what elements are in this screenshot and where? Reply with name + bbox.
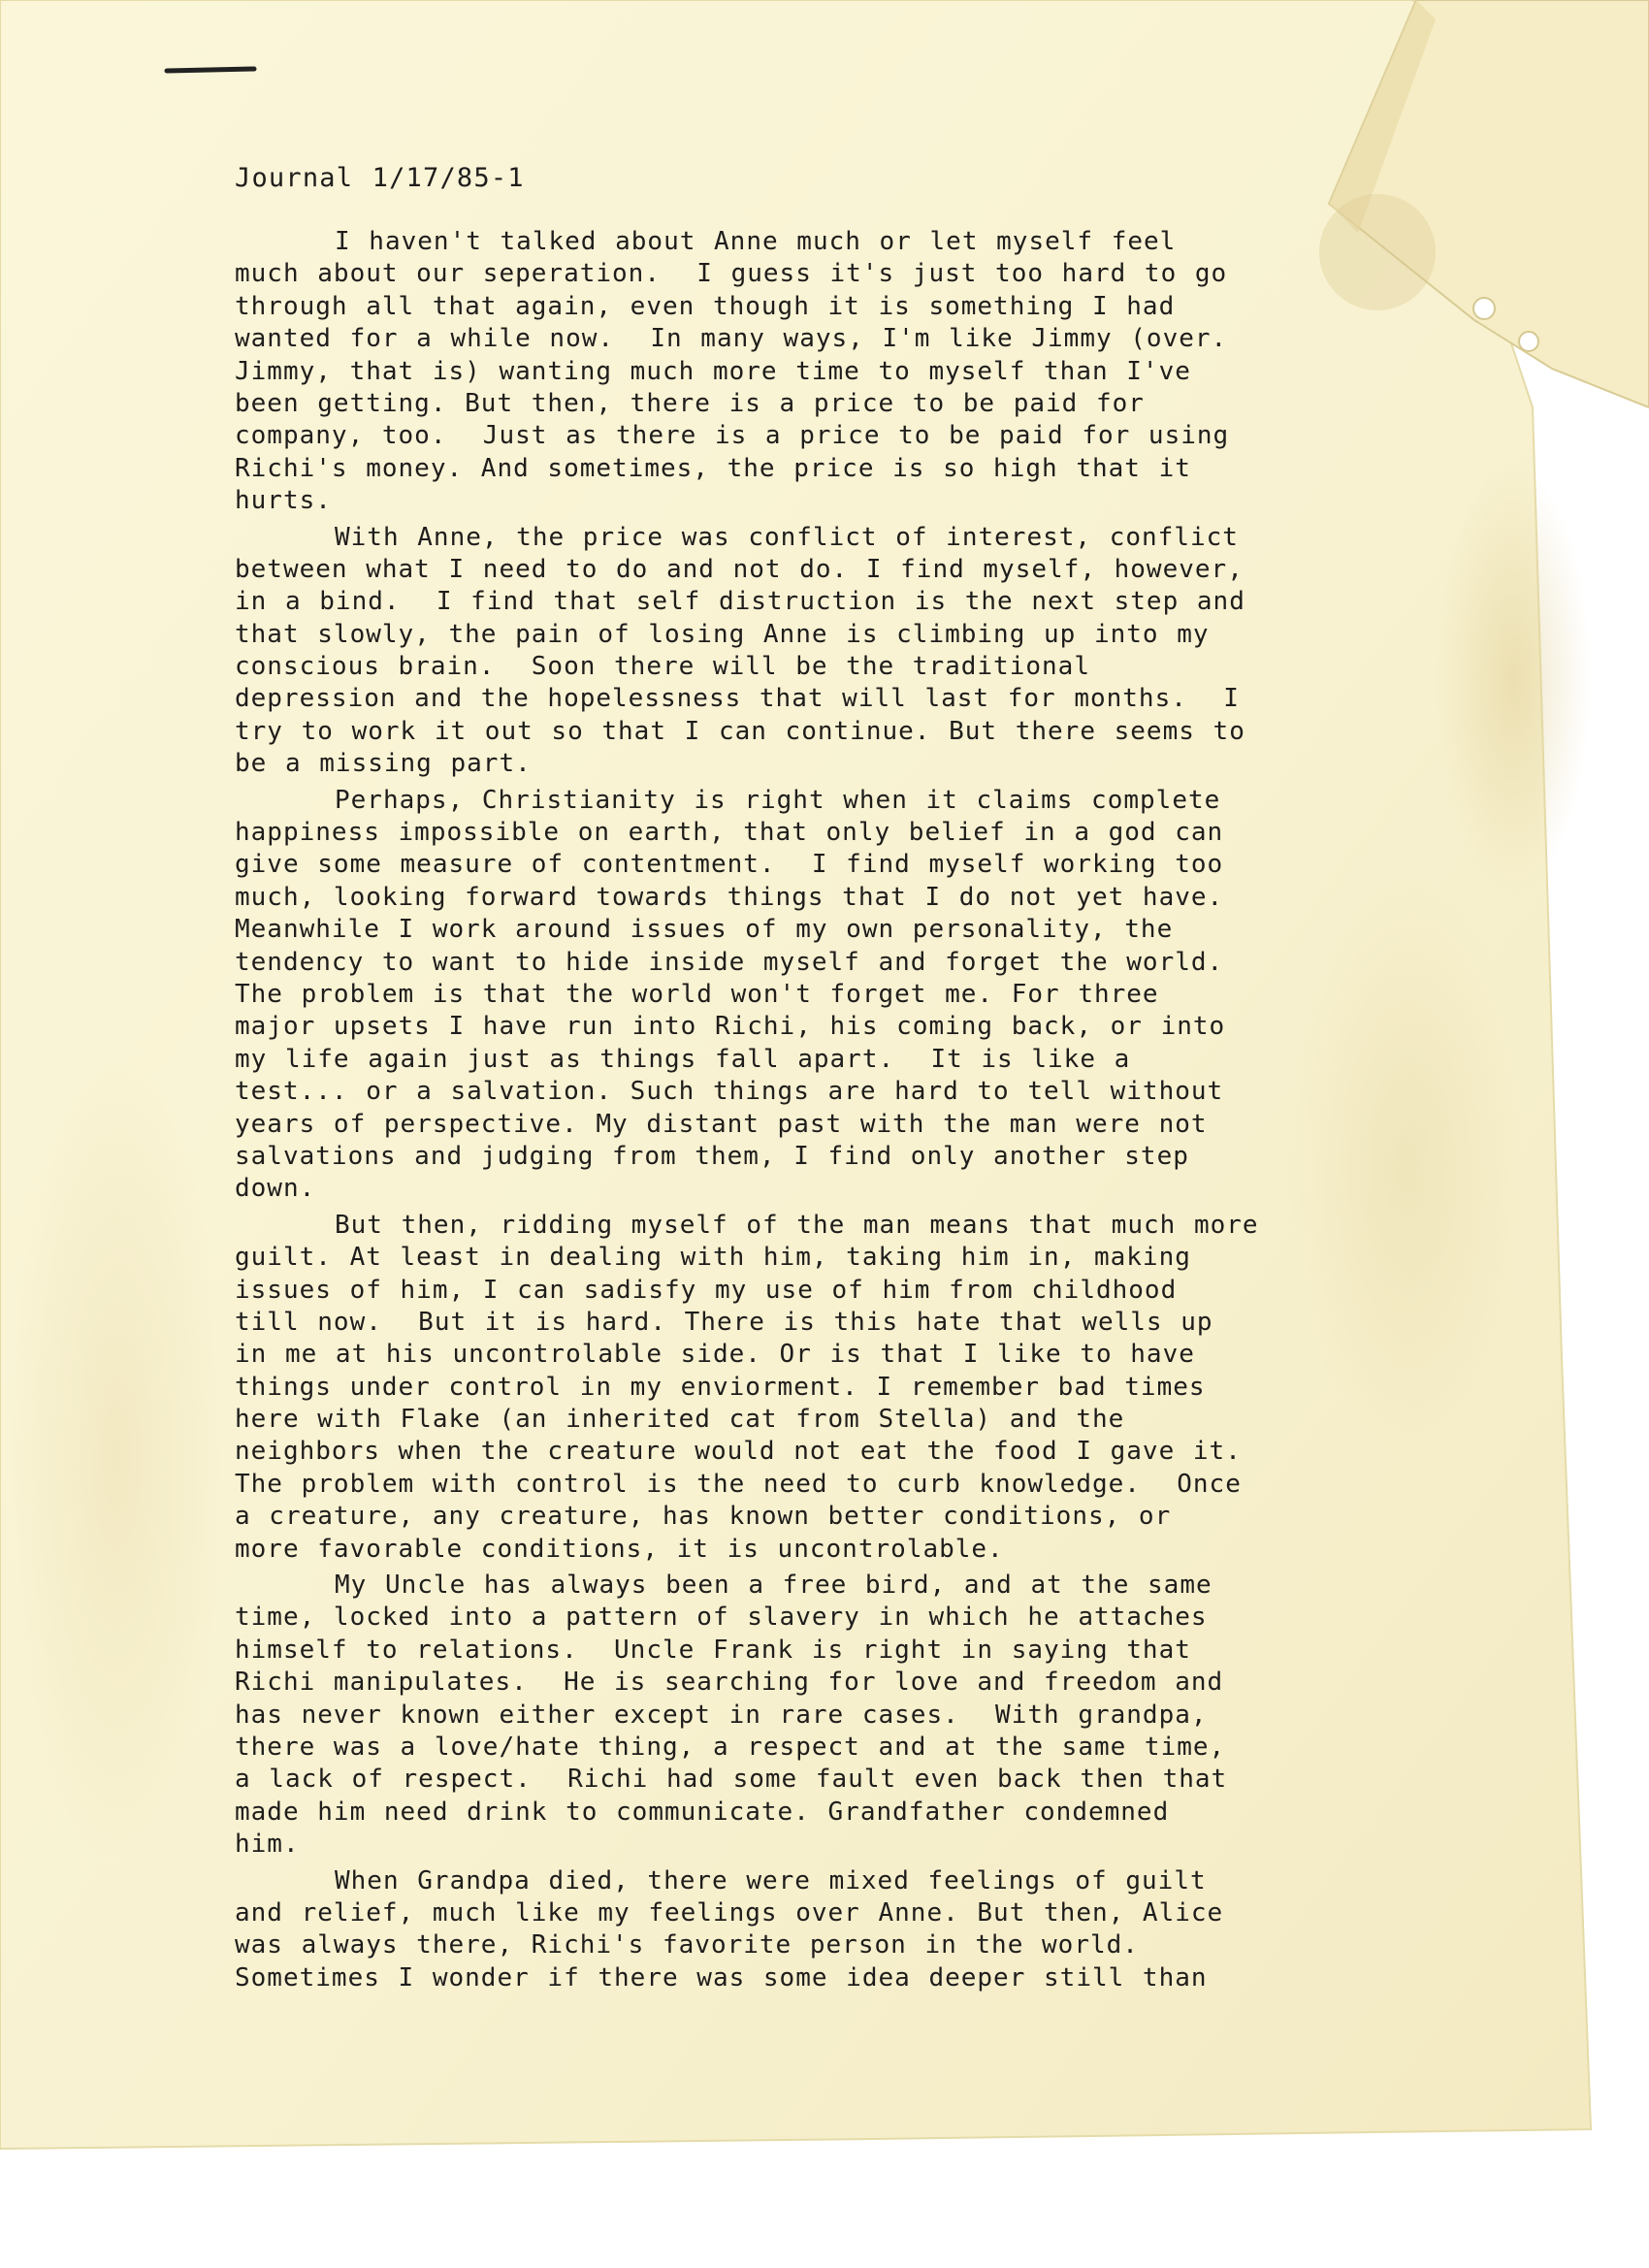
text-line: Richi manipulates. He is searching for love and freedom and bbox=[235, 1668, 1224, 1698]
journal-body bbox=[235, 226, 1457, 1994]
paragraph bbox=[235, 1210, 1457, 1566]
text-line: him. bbox=[235, 1830, 300, 1860]
text-line: test... or a salvation. Such things are hard to tell without bbox=[235, 1077, 1224, 1107]
journal-text bbox=[235, 163, 1457, 1998]
text-line: much about our seperation. I guess it's just too hard to go bbox=[235, 259, 1228, 289]
text-line: much, looking forward towards things that I do not yet have. bbox=[235, 882, 1224, 912]
text-line: But then, ridding myself of the man means that much more bbox=[335, 1210, 1259, 1240]
text-line: more favorable conditions, it is uncontrolable. bbox=[235, 1534, 1004, 1564]
text-line: has never known either except in rare cases. With grandpa, bbox=[235, 1700, 1208, 1730]
text-line: here with Flake (an inherited cat from Stella) and the bbox=[235, 1405, 1125, 1435]
text-line: been getting. But then, there is a price to be paid for bbox=[235, 388, 1145, 418]
text-line: issues of him, I can sadisfy my use of him from childhood bbox=[235, 1275, 1178, 1305]
text-line: my life again just as things fall apart. It is like a bbox=[235, 1044, 1131, 1074]
text-line: guilt. At least in dealing with him, taking him in, making bbox=[235, 1243, 1191, 1273]
text-line: try to work it out so that I can continue. But there seems to bbox=[235, 716, 1245, 746]
text-line: neighbors when the creature would not eat the food I gave it. bbox=[235, 1437, 1242, 1467]
text-line: be a missing part. bbox=[235, 749, 532, 779]
text-line: between what I need to do and not do. I find myself, however, bbox=[235, 554, 1244, 584]
paragraph bbox=[235, 785, 1457, 1206]
text-line: a creature, any creature, has known better conditions, or bbox=[235, 1502, 1172, 1532]
text-line: depression and the hopelessness that will last for months. I bbox=[235, 684, 1240, 714]
text-line: through all that again, even though it is something I had bbox=[235, 291, 1176, 321]
text-line: Richi's money. And sometimes, the price is so high that it bbox=[235, 453, 1191, 483]
stain bbox=[1436, 466, 1591, 892]
text-line: down. bbox=[235, 1174, 316, 1204]
text-line: tendency to want to hide inside myself and forget the world. bbox=[235, 947, 1224, 977]
text-line: time, locked into a pattern of slavery in which he attaches bbox=[235, 1603, 1208, 1633]
text-line: was always there, Richi's favorite person in the world. bbox=[235, 1930, 1139, 1960]
paragraph bbox=[235, 226, 1457, 518]
paragraph bbox=[235, 1865, 1457, 1995]
text-line: salvations and judging from them, I find only another step bbox=[235, 1141, 1189, 1171]
text-line: wanted for a while now. In many ways, I'm like Jimmy (over. bbox=[235, 324, 1228, 354]
text-line: Meanwhile I work around issues of my own personality, the bbox=[235, 915, 1174, 945]
paragraph bbox=[235, 522, 1457, 781]
text-line: My Uncle has always been a free bird, and at the same bbox=[335, 1571, 1212, 1601]
text-line: I haven't talked about Anne much or let myself feel bbox=[335, 227, 1177, 256]
text-line: give some measure of contentment. I find myself working too bbox=[235, 850, 1224, 880]
text-line: With Anne, the price was conflict of interest, conflict bbox=[335, 522, 1239, 552]
text-line: conscious brain. Soon there will be the traditional bbox=[235, 652, 1090, 682]
journal-heading: Journal 1/17/85-1 bbox=[235, 163, 525, 193]
punch-hole bbox=[1473, 298, 1495, 319]
text-line: things under control in my enviorment. I remember bad times bbox=[235, 1372, 1206, 1402]
text-line: hurts. bbox=[235, 486, 332, 516]
text-line: major upsets I have run into Richi, his coming back, or into bbox=[235, 1012, 1226, 1042]
text-line: When Grandpa died, there were mixed feelings of guilt bbox=[335, 1865, 1207, 1895]
text-line: years of perspective. My distant past with the man were not bbox=[235, 1109, 1208, 1139]
text-line: made him need drink to communicate. Grandfather condemned bbox=[235, 1797, 1170, 1827]
text-line: happiness impossible on earth, that only belief in a god can bbox=[235, 818, 1224, 848]
text-line: that slowly, the pain of losing Anne is climbing up into my bbox=[235, 619, 1210, 649]
paragraph bbox=[235, 1570, 1457, 1862]
text-line: The problem with control is the need to curb knowledge. Once bbox=[235, 1469, 1242, 1499]
text-line: company, too. Just as there is a price to be paid for using bbox=[235, 421, 1230, 451]
punch-hole bbox=[1519, 332, 1538, 351]
text-line: in a bind. I find that self distruction is the next step and bbox=[235, 587, 1245, 617]
text-line: there was a love/hate thing, a respect and at the same time, bbox=[235, 1732, 1226, 1762]
text-line: Sometimes I wonder if there was some idea deeper still than bbox=[235, 1962, 1208, 1993]
text-line: Jimmy, that is) wanting much more time to myself than I've bbox=[235, 356, 1191, 386]
text-line: till now. But it is hard. There is this hate that wells up bbox=[235, 1307, 1213, 1337]
text-line: in me at his uncontrolable side. Or is that I like to have bbox=[235, 1340, 1195, 1370]
text-line: himself to relations. Uncle Frank is right in saying that bbox=[235, 1635, 1191, 1665]
text-line: Perhaps, Christianity is right when it claims complete bbox=[335, 785, 1221, 815]
text-line: a lack of respect. Richi had some fault even back then that bbox=[235, 1765, 1228, 1795]
stain bbox=[10, 1048, 223, 1863]
dash-mark bbox=[167, 69, 254, 71]
text-line: and relief, much like my feelings over Anne. But then, Alice bbox=[235, 1897, 1224, 1928]
text-line: The problem is that the world won't forget me. For three bbox=[235, 979, 1159, 1009]
